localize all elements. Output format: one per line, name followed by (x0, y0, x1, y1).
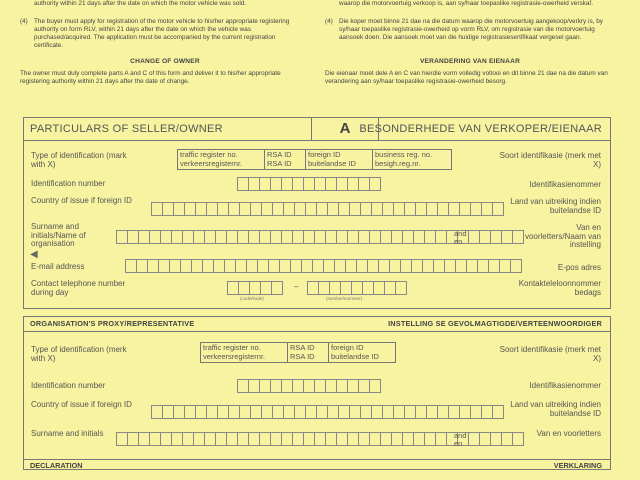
proxy-initials-boxes[interactable] (479, 432, 524, 446)
country-label-af: Land van uitreiking indien buitelandse ID (510, 197, 601, 215)
phone-code-boxes[interactable] (227, 281, 283, 295)
corner-arrow-icon: ◀ (30, 249, 38, 260)
section-a-title-af: BESONDERHEDE VAN VERKOPER/EIENAAR (359, 123, 602, 135)
and-label: and en (454, 229, 467, 246)
proxy-and-label: and en (454, 431, 467, 448)
declaration-bar (24, 459, 610, 470)
change-of-owner-heading: CHANGE OF OWNER (130, 58, 200, 65)
id-number-label-af: Identifikasienommer (529, 180, 601, 189)
proxy-surname-boxes[interactable] (116, 432, 480, 446)
phone-label-af: Kontakteleloonnommer bedags (518, 279, 601, 297)
proxy-title-en: ORGANISATION'S PROXY/REPRESENTATIVE (30, 319, 195, 328)
option-label-af: verkeersregisternr. (203, 352, 266, 361)
id-number-label: Identification number (31, 179, 106, 188)
proxy-country-label-af: Land van uitreiking indien buitelandse ID (510, 400, 601, 418)
proxy-type-id-label-af: Soort identifikasie (merk met X) (499, 345, 601, 363)
owner-instruction: The owner must duly complete parts A and C of this form and deliver it to his/her appropriate registering authority within 21 days after the date of change. (20, 70, 281, 85)
proxy-country-label: Country of issue if foreign ID (31, 400, 132, 409)
option-label-en: traffic register no. (203, 343, 261, 352)
surname-boxes[interactable] (116, 230, 480, 244)
surname-label: Surname and initials/Name of organisation (31, 222, 86, 248)
para-4-number-af: (4) (325, 18, 333, 25)
para-3-end: authority within 21 days after the date on which the motor vehicle was sold. (34, 0, 247, 7)
declaration-title-en: DECLARATION (30, 461, 83, 470)
option-label-en: RSA ID (267, 150, 292, 159)
option-label-en: RSA ID (290, 343, 315, 352)
para-4-number: (4) (20, 18, 28, 25)
initials-boxes[interactable] (479, 230, 524, 244)
option-label-en: foreign ID (331, 343, 364, 352)
section-a-seller-owner (23, 117, 611, 309)
option-label-af: buitelandse ID (331, 352, 379, 361)
proxy-id-number-boxes[interactable] (237, 379, 381, 393)
option-label-en: foreign ID (308, 150, 341, 159)
proxy-title-af: INSTELLING SE GEVOLMAGTIGDE/VERTEENWOORDIGER (388, 319, 602, 328)
phone-label: Contact telephone number during day (31, 279, 126, 297)
declaration-title-af: VERKLARING (553, 461, 602, 470)
email-label-af: E-pos adres (557, 263, 601, 272)
proxy-id-number-label: Identification number (31, 381, 106, 390)
proxy-type-id-label: Type of identification (merk with X) (31, 345, 127, 363)
surname-label-af: Van en voorletters/Naam van instelling (524, 223, 601, 249)
proxy-surname-label-af: Van en voorletters (536, 429, 601, 438)
phone-separator: – (294, 282, 299, 291)
type-id-label: Type of identification (mark with X) (31, 151, 127, 169)
section-organisation-proxy (23, 316, 611, 470)
option-rsa-id[interactable] (264, 149, 306, 170)
option-business-reg[interactable] (372, 149, 452, 170)
option-traffic-register[interactable] (177, 149, 265, 170)
country-boxes[interactable] (151, 202, 504, 216)
country-label: Country of issue if foreign ID (31, 196, 132, 205)
option-label-af: verkeersregisternr. (180, 159, 243, 168)
proxy-id-number-label-af: Identifikasienommer (529, 381, 601, 390)
email-label: E-mail address (31, 262, 85, 271)
section-a-letter: A (311, 118, 379, 140)
email-boxes[interactable] (125, 259, 522, 273)
option-label-en: business reg. no. (375, 150, 433, 159)
option-label-af: besigh.reg.nr. (375, 159, 421, 168)
change-of-owner-heading-af: VERANDERING VAN EIENAAR (419, 58, 521, 65)
option-label-af: buitelandse ID (308, 159, 356, 168)
proxy-country-boxes[interactable] (151, 405, 504, 419)
id-number-boxes[interactable] (237, 177, 381, 191)
proxy-option-traffic-register[interactable] (200, 342, 288, 363)
proxy-option-rsa-id[interactable] (287, 342, 329, 363)
proxy-surname-label: Surname and initials (31, 429, 104, 438)
para-4-text-af: Die koper moet binne 21 dae na die datum waarop die motorvoertuig aangekoop/verkry is, by sy/haar toepaslike registrasie-owerheid op vorm RLV, om registrasie van die motorvoertuig aansoek doen. Die aansoek moet van die huidige registrasiesertifikaat vergesel gaan. (339, 18, 603, 41)
code-caption: (code/kode) (240, 296, 264, 301)
section-a-header (24, 118, 610, 141)
option-label-af: RSA ID (290, 352, 315, 361)
phone-number-boxes[interactable] (307, 281, 407, 295)
option-label-en: traffic register no. (180, 150, 238, 159)
option-label-af: RSA ID (267, 159, 292, 168)
para-4-text: The buyer must apply for registration of the motor vehicle to his/her appropriate registering authority on form RLV, within 21 days after the date on which the vehicle was purchased/acquired. The application must be accompanied by the current registration certificate. (34, 18, 290, 49)
proxy-option-foreign-id[interactable] (328, 342, 396, 363)
number-caption: (number/nommer) (326, 296, 363, 301)
section-proxy-header (24, 317, 610, 332)
owner-instruction-af: Die eienaar moet dele A en C van hierdie vorm volledig voltooi en dit binne 21 dae na die datum van verandering aan sy/haar toepaslike registrasie-owerheid besorg. (325, 70, 608, 85)
type-id-label-af: Soort identifikasie (merk met X) (499, 151, 601, 169)
option-foreign-id[interactable] (305, 149, 373, 170)
section-a-title-en: PARTICULARS OF SELLER/OWNER (30, 123, 223, 135)
para-3-end-af: waarop die motorvoertuig verkoop is, aan sy/haar toepaslike registrasie-owerheid verskaf. (339, 0, 593, 7)
